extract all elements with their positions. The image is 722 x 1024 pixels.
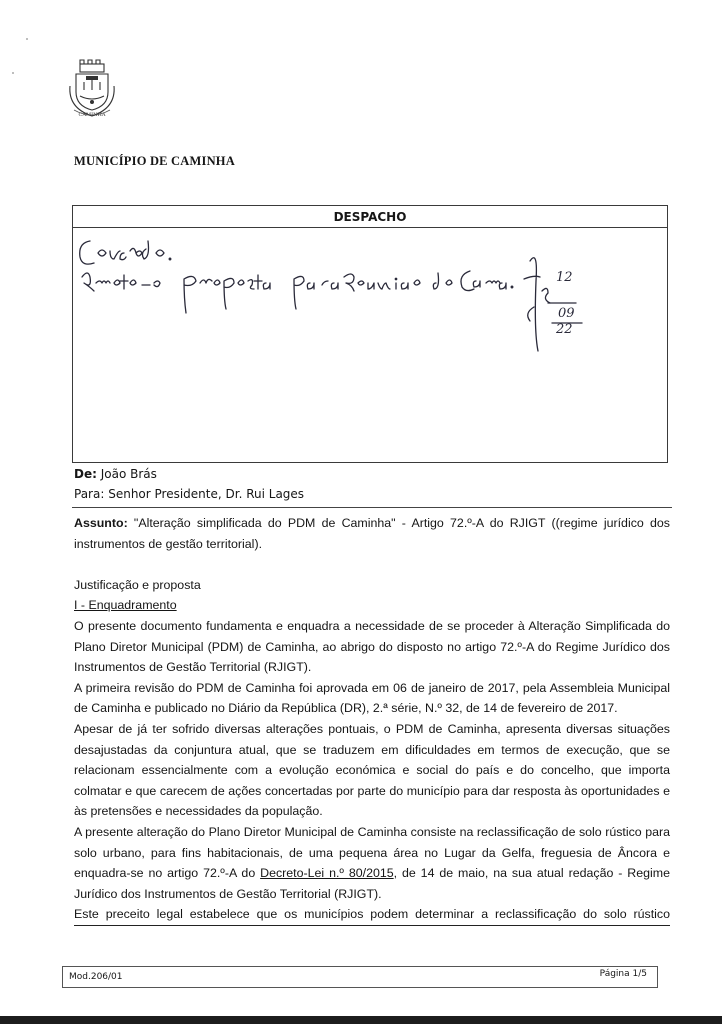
scan-edge bbox=[0, 1016, 722, 1024]
section-heading: Justificação e proposta bbox=[74, 577, 201, 592]
svg-text:22: 22 bbox=[556, 322, 573, 337]
svg-text:12: 12 bbox=[556, 270, 573, 285]
scan-speck bbox=[26, 38, 28, 40]
decree-link[interactable]: Decreto-Lei n.º 80/2015 bbox=[260, 866, 394, 881]
paragraph-3: Apesar de já ter sofrido diversas alterações pontuais, o PDM de Caminha, apresenta diversas situações desajustadas da conjuntura atual, que se traduzem em dificuldades em termos de execução, que se relacionam essencialmente com a evolução económica e social do país e do concelho, que importa colmatar e que carecem de ações concertadas por parte do município para dar resposta às oportunidades e às pretensões e necessidades da população. bbox=[74, 721, 670, 819]
municipality-name: MUNICÍPIO DE CAMINHA bbox=[74, 154, 235, 168]
page-number: Página 1/5 bbox=[599, 969, 647, 979]
page-footer bbox=[62, 966, 658, 988]
handwritten-despacho bbox=[72, 227, 668, 463]
document-body bbox=[74, 513, 670, 926]
paragraph-4-text-a: A presente alteração do Plano Diretor Municipal de Caminha consiste na reclassificação de solo rústico para solo urbano, para fins habitacionais, de uma pequena área no Lugar da Gelfa, freguesia de Âncora e enquadra-se no artigo 72.º-A do bbox=[74, 824, 670, 881]
paragraph-4 bbox=[74, 822, 670, 904]
to-label: Para: bbox=[74, 487, 105, 501]
paragraph-2: A primeira revisão do PDM de Caminha foi aprovada em 06 de janeiro de 2017, pela Assembleia Municipal de Caminha e publicado no Diário da República (DR), 2.ª série, N.º 32, de 14 de fevereiro de 2017. bbox=[74, 680, 670, 716]
assunto bbox=[74, 513, 670, 554]
paragraph-4-text-b: , de 14 de maio, na sua atual redação - Regime Jurídico dos Instrumentos de Gestão Territorial (RJIGT). bbox=[74, 866, 670, 901]
scan-speck bbox=[12, 72, 14, 74]
svg-text:09: 09 bbox=[558, 306, 575, 321]
municipal-crest-logo bbox=[66, 56, 118, 120]
from-line bbox=[74, 467, 157, 481]
sub-heading: I - Enquadramento bbox=[74, 598, 177, 613]
despacho-title: DESPACHO bbox=[73, 206, 667, 228]
svg-text:CAMINHA: CAMINHA bbox=[78, 112, 106, 118]
to-line bbox=[74, 487, 304, 501]
assunto-text: "Alteração simplificada do PDM de Caminha" - Artigo 72.º-A do RJIGT ((regime jurídico dos instrumentos de gestão territorial). bbox=[74, 516, 670, 551]
divider bbox=[72, 507, 672, 508]
form-code: Mod.206/01 bbox=[69, 972, 123, 982]
paragraph-5: Este preceito legal estabelece que os municípios podem determinar a reclassificação do solo rústico bbox=[74, 904, 670, 926]
to-value: Senhor Presidente, Dr. Rui Lages bbox=[108, 487, 305, 501]
from-label: De: bbox=[74, 467, 97, 481]
assunto-label: Assunto: bbox=[74, 516, 128, 530]
paragraph-1: O presente documento fundamenta e enquadra a necessidade de se proceder à Alteração Simplificada do Plano Diretor Municipal (PDM) de Caminha, ao abrigo do disposto no artigo 72.º-A do Regime Jurídico dos Instrumentos de Gestão Territorial (RJIGT). bbox=[74, 618, 670, 675]
from-value: João Brás bbox=[100, 467, 157, 481]
